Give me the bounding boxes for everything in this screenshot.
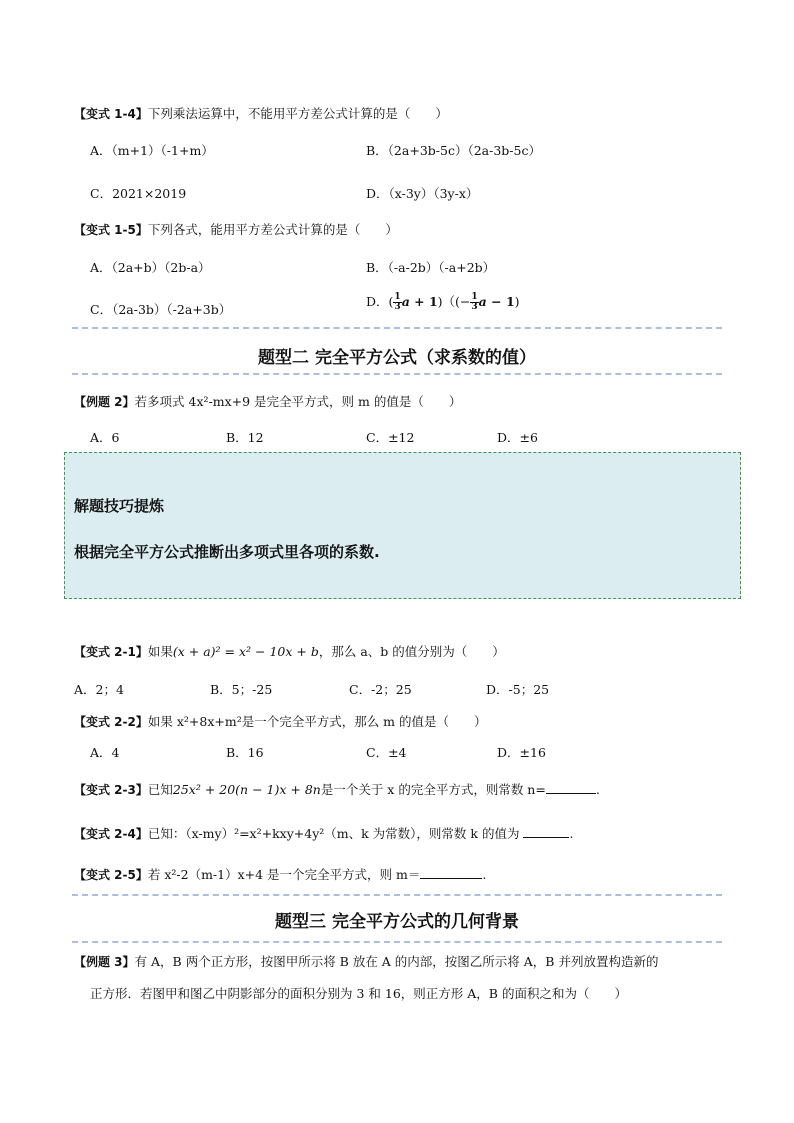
question-tag: 【例题 3】: [74, 955, 135, 969]
question-v1-4: [74, 104, 448, 122]
question-example-2: [74, 392, 461, 410]
section-divider: [72, 894, 722, 896]
option-b: B．（2a+3b-5c）（2a-3b-5c）: [366, 143, 541, 158]
question-tag: 【变式 1-4】: [74, 107, 148, 121]
fraction-numerator: 1: [471, 292, 478, 302]
tip-text: 根据完全平方公式推断出多项式里各项的系数.: [74, 543, 380, 561]
question-tag: 【变式 2-4】: [74, 827, 148, 841]
question-stem: 若多项式 4x²-mx+9 是完全平方式，则 m 的值是（ ）: [134, 394, 462, 409]
question-stem: 下列各式，能用平方差公式计算的是（ ）: [147, 222, 398, 237]
option-c: C．±12: [366, 430, 415, 445]
option-c: C．2021×2019: [90, 186, 187, 201]
option-d: D．±6: [497, 430, 538, 445]
option-c: C．-2；25: [349, 682, 412, 697]
fraction-denominator: 3: [471, 302, 478, 312]
fraction-numerator: 1: [394, 292, 401, 302]
question-example-3: [74, 952, 658, 970]
question-stem-line2: 正方形．若图甲和图乙中阴影部分的面积分别为 3 和 16，则正方形 A，B 的面积之和为（ ）: [90, 986, 627, 1001]
option-c: C．（2a-3b）（-2a+3b）: [90, 302, 232, 317]
section-divider: [72, 373, 722, 375]
period: .: [569, 826, 574, 841]
question-stem: 已知: [147, 782, 173, 797]
question-tag: 【变式 2-5】: [74, 868, 148, 882]
section-divider: [72, 941, 722, 943]
question-tag: 【变式 2-2】: [74, 715, 148, 729]
section-title: 题型二 完全平方公式（求系数的值）: [258, 348, 536, 368]
option-a: A．（m+1）（-1+m）: [90, 143, 214, 158]
option-d: D．-5；25: [486, 682, 550, 697]
question-v2-4: [74, 824, 573, 842]
period: .: [482, 867, 487, 882]
question-v2-3: [74, 780, 600, 798]
question-v2-2: [74, 712, 487, 730]
period: .: [595, 782, 600, 797]
question-v2-1: [74, 642, 505, 660]
question-stem: 若 x²-2（m-1）x+4 是一个完全平方式，则 m＝: [147, 867, 421, 882]
question-stem: 下列乘法运算中，不能用平方差公式计算的是（ ）: [147, 106, 448, 121]
fraction-denominator: 3: [394, 302, 401, 312]
option-b: B．5；-25: [210, 682, 273, 697]
option-c: C．±4: [366, 745, 407, 760]
question-stem: ，那么 a、b 的值分别为（ ）: [318, 644, 505, 659]
option-a: A．4: [90, 745, 120, 760]
section-title: 题型三 完全平方公式的几何背景: [275, 912, 519, 932]
option-b: B．16: [226, 745, 264, 760]
option-b: B．（-a-2b）（-a+2b）: [366, 260, 496, 275]
answer-blank[interactable]: [546, 781, 596, 794]
fraction: [470, 293, 478, 312]
question-stem: 有 A，B 两个正方形，按图甲所示将 B 放在 A 的内部，按图乙所示将 A，B 并列放置构造新的: [134, 954, 659, 969]
formula: (x + a)² = x² − 10x + b: [172, 644, 319, 659]
question-stem: 如果: [147, 644, 173, 659]
option-d: D．( $\frac{1}{3}$ a + 1)（(− $\frac{1}{3}$ a − 1): [366, 292, 520, 312]
answer-blank[interactable]: [420, 866, 482, 879]
option-d: D．±16: [497, 745, 546, 760]
question-stem: 已知：（x-my）²=x²+kxy+4y²（m、k 为常数），则常数 k 的值为: [147, 826, 520, 841]
question-stem: 如果 x²+8x+m²是一个完全平方式，那么 m 的值是（ ）: [147, 714, 487, 729]
section-divider: [72, 327, 722, 329]
option-b: B．12: [226, 430, 264, 445]
option-label: D．: [366, 294, 389, 309]
question-stem: 是一个关于 x 的完全平方式，则常数 n=: [320, 782, 546, 797]
question-tag: 【变式 1-5】: [74, 223, 148, 237]
question-tag: 【例题 2】: [74, 395, 135, 409]
option-d: D．（x-3y）（3y-x）: [366, 186, 479, 201]
answer-blank[interactable]: [523, 825, 569, 838]
tip-box: [64, 452, 741, 599]
tip-heading: 解题技巧提炼: [74, 497, 165, 515]
option-a: A．2；4: [74, 682, 124, 697]
fraction: [393, 293, 401, 312]
question-v1-5: [74, 220, 398, 238]
question-tag: 【变式 2-1】: [74, 645, 148, 659]
formula: 25x² + 20(n − 1)x + 8n: [172, 782, 321, 797]
option-a: A．（2a+b）（2b-a）: [90, 260, 211, 275]
question-v2-5: [74, 865, 486, 883]
option-a: A．6: [90, 430, 120, 445]
question-tag: 【变式 2-3】: [74, 783, 148, 797]
